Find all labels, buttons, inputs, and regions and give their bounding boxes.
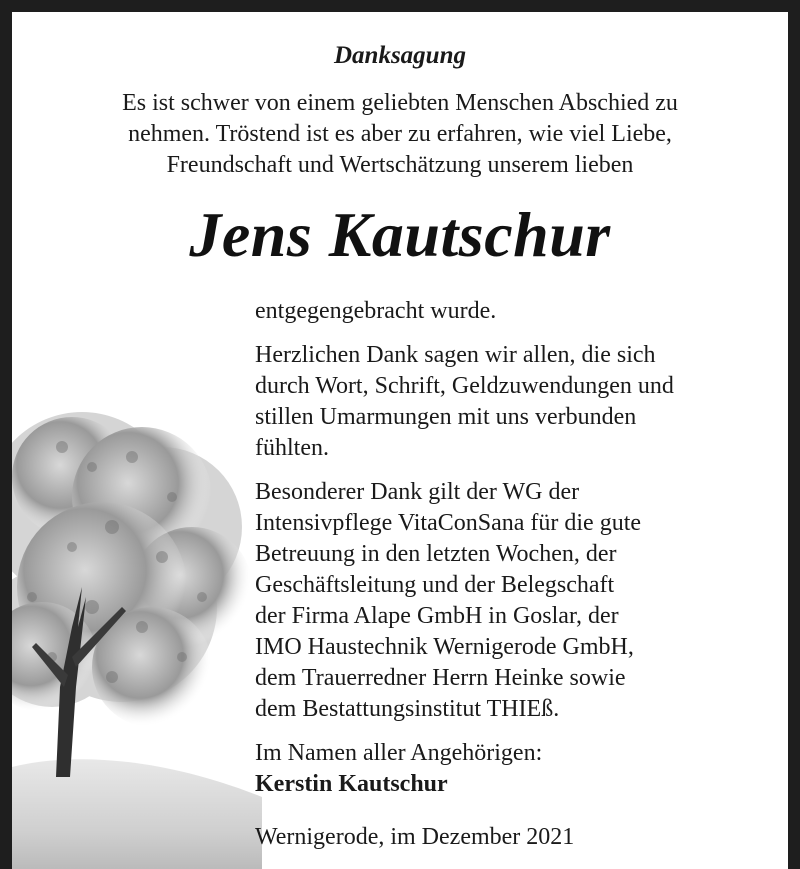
intro-line: nehmen. Tröstend ist es aber zu erfahren, wie viel Liebe, — [128, 121, 672, 147]
special-thanks-line: Besonderer Dank gilt der WG der — [255, 479, 580, 505]
intro-line: Es ist schwer von einem geliebten Menschen Abschied zu — [122, 90, 678, 116]
notice-body — [255, 296, 785, 853]
thanks-line: stillen Umarmungen mit uns verbunden — [255, 404, 637, 430]
continuation-text: entgegengebracht wurde. — [255, 298, 497, 324]
special-thanks-line: Geschäftsleitung und der Belegschaft — [255, 572, 615, 598]
special-thanks-line: Intensivpflege VitaConSana für die gute — [255, 510, 642, 536]
place-date: Wernigerode, im Dezember 2021 — [255, 824, 575, 850]
thanks-line: Herzlichen Dank sagen wir allen, die sich — [255, 342, 656, 368]
special-thanks-line: der Firma Alape GmbH in Goslar, der — [255, 603, 619, 629]
special-thanks-line: dem Trauerredner Herrn Heinke sowie — [255, 665, 626, 691]
signoff-name: Kerstin Kautschur — [255, 771, 448, 797]
intro-line: Freundschaft und Wertschätzung unserem lieben — [166, 152, 634, 178]
special-thanks-line: IMO Haustechnik Wernigerode GmbH, — [255, 634, 634, 660]
thanks-paragraph — [255, 340, 785, 464]
signoff-intro: Im Namen aller Angehörigen: — [255, 740, 543, 766]
special-thanks-paragraph — [255, 477, 785, 725]
intro-text — [12, 88, 788, 181]
notice-heading: Danksagung — [334, 42, 466, 69]
special-thanks-line: dem Bestattungsinstitut THIEß. — [255, 696, 560, 722]
thanks-line: fühlten. — [255, 435, 329, 461]
deceased-name: Jens Kautschur — [189, 199, 611, 270]
special-thanks-line: Betreuung in den letzten Wochen, der — [255, 541, 617, 567]
thanks-line: durch Wort, Schrift, Geldzuwendungen und — [255, 373, 674, 399]
tree-on-hill-illustration — [12, 357, 262, 869]
